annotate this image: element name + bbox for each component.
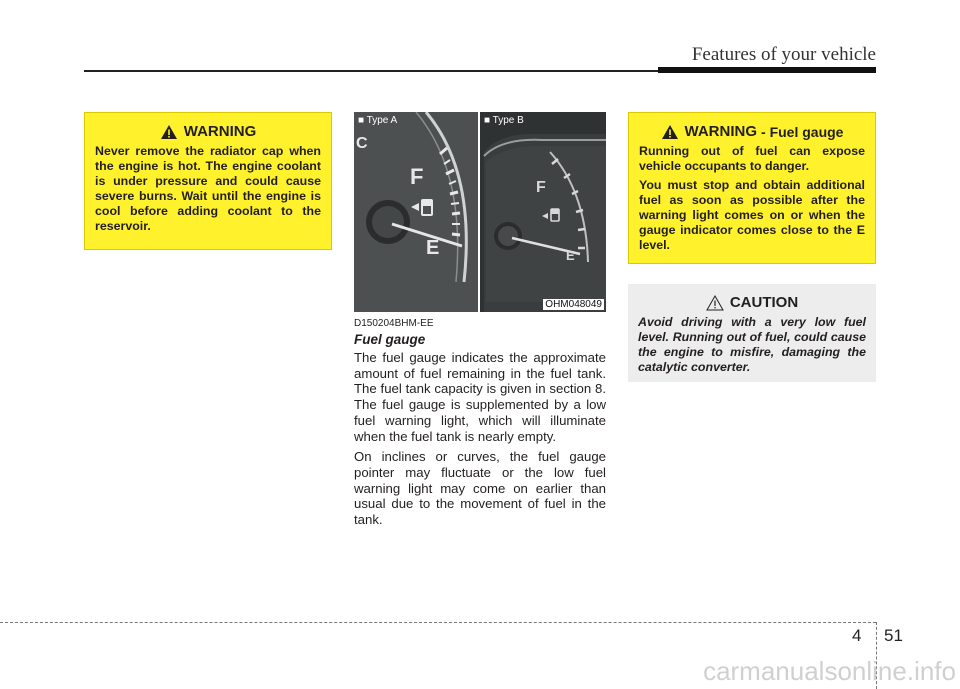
footer-rule <box>0 622 876 623</box>
type-a-gauge-full-label: F <box>410 164 424 189</box>
type-b-label: ■ Type B <box>484 115 524 126</box>
chapter-number: 4 <box>852 626 862 645</box>
figure-code: OHM048049 <box>545 299 602 310</box>
type-b-gauge-full-label: F <box>536 179 546 196</box>
warning-title-text: WARNING <box>684 123 758 140</box>
caution-text: Avoid driving with a very low fuel level. Running out of fuel, could cause the engine to misfire, damaging the catalytic converter. <box>638 315 866 374</box>
header-rule-accent <box>658 67 876 73</box>
warning-triangle-icon <box>661 124 679 140</box>
watermark: carmanualsonline.info <box>703 656 956 686</box>
page-number: 51 <box>884 626 903 645</box>
type-a-gauge-empty-label: E <box>426 237 440 259</box>
warning-title <box>639 123 865 140</box>
warning-title-text: WARNING <box>183 123 257 140</box>
page-header-title: Features of your vehicle <box>691 44 876 65</box>
warning-box-fuel-gauge <box>628 112 876 264</box>
warning-subtitle: - Fuel gauge <box>761 123 844 140</box>
svg-text:C: C <box>356 135 368 152</box>
section-code: D150204BHM-EE <box>354 318 434 329</box>
warning-box-radiator <box>84 112 332 250</box>
gauge-panel-type-a <box>354 112 478 312</box>
type-b-gauge-empty-label: E <box>566 248 575 263</box>
warning-paragraph: Running out of fuel can expose vehicle occupants to danger. <box>639 144 865 173</box>
warning-paragraph: You must stop and obtain additional fuel as soon as possible after the warning light comes on or when the gauge indicator comes close to the E level. <box>639 178 865 252</box>
type-a-label: ■ Type A <box>358 115 398 126</box>
warning-text: Never remove the radiator cap when the engine is hot. The engine coolant is under pressure and could cause severe burns. Wait until the engine is cool before adding coolant to the reservoir. <box>95 144 321 233</box>
section-heading: Fuel gauge <box>354 332 426 347</box>
gauge-panel-type-b <box>480 112 606 312</box>
section-body <box>354 350 606 533</box>
caution-box <box>628 284 876 382</box>
warning-triangle-icon <box>160 124 178 140</box>
warning-title <box>95 123 321 140</box>
fuel-gauge-figure <box>354 112 606 312</box>
body-paragraph: The fuel gauge indicates the approximate amount of fuel remaining in the fuel tank. The fuel tank capacity is given in section 8. The fuel gauge is supplemented by a low fuel warning light, which will illuminate when the fuel tank is nearly empty. <box>354 350 606 444</box>
caution-title-text: CAUTION <box>729 294 799 311</box>
body-paragraph: On inclines or curves, the fuel gauge pointer may fluctuate or the low fuel warning light may come on earlier than usual due to the movement of fuel in the tank. <box>354 449 606 528</box>
caution-triangle-icon <box>706 295 724 311</box>
caution-title <box>638 294 866 311</box>
